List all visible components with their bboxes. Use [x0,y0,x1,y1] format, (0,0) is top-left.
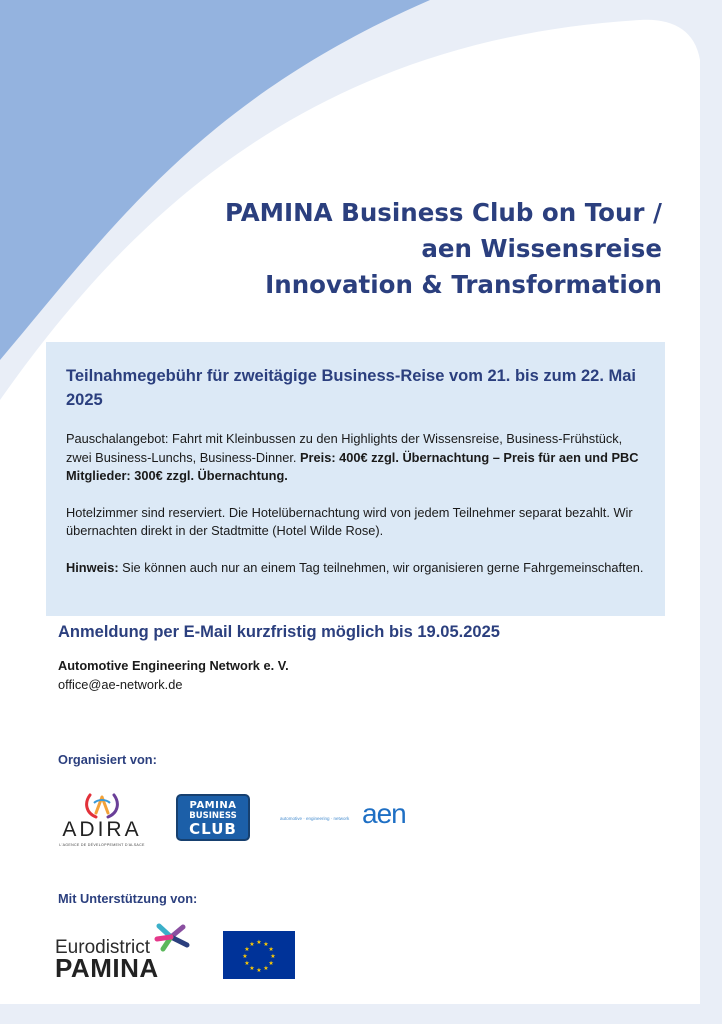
pbc-line-3: CLUB [189,819,237,838]
eu-stars-icon [223,931,295,979]
price-text: Preis: 400€ zzgl. Übernachtung – Preis für aen und PBC Mitglieder: 300€ zzgl. Übernachtung. [66,449,639,483]
hint-paragraph [66,559,645,578]
aen-logo-text: aen [362,798,406,829]
hotel-paragraph: Hotelzimmer sind reserviert. Die Hotelübernachtung wird von jedem Teilnehmer separat bezahlt. Wir übernachten direkt in der Stadtmitte (Hotel Wilde Rose). [66,504,633,538]
hint-label: Hinweis: [66,559,119,575]
fee-heading: Teilnahmegebühr für zweitägige Business-Reise vom 21. bis zum 22. Mai 2025 [66,367,637,409]
contact-organization: Automotive Engineering Network e. V. [58,658,289,673]
svg-text:★: ★ [242,953,248,960]
eurodistrict-line-1: Eurodistrict [55,937,151,958]
title-line-3: Innovation & Transformation [265,270,662,299]
page-title [225,195,662,303]
adira-tagline: L'AGENCE DE DÉVELOPPEMENT D'ALSACE [59,843,145,847]
svg-text:★: ★ [263,940,269,948]
svg-text:★: ★ [268,960,274,967]
svg-text:★: ★ [270,953,276,960]
pamina-business-club-logo [176,794,250,841]
eurodistrict-star-icon [153,923,191,953]
eu-flag-icon [223,931,295,979]
package-paragraph [66,430,645,486]
svg-text:★: ★ [256,939,262,946]
svg-text:★: ★ [249,965,255,973]
adira-name: ADIRA [62,818,142,841]
svg-text:★: ★ [256,967,262,974]
svg-text:★: ★ [244,946,250,953]
package-text: Pauschalangebot: Fahrt mit Kleinbussen zu den Highlights der Wissensreise, Business-Frühstück, zwei Business-Lunchs, Business-Dinner. [66,431,623,465]
adira-logo-icon [82,793,122,819]
registration-heading: Anmeldung per E-Mail kurzfristig möglich bis 19.05.2025 [58,623,500,641]
title-line-1: PAMINA Business Club on Tour / [225,198,662,227]
eurodistrict-line-2: PAMINA [55,953,159,983]
title-line-2: aen Wissensreise [421,234,662,263]
support-label: Mit Unterstützung von: [58,891,198,906]
organizers-label: Organisiert von: [58,752,157,767]
svg-text:★: ★ [268,946,274,953]
svg-text:★: ★ [244,960,250,967]
svg-text:★: ★ [249,940,255,948]
contact-email[interactable]: office@ae-network.de [58,677,183,692]
hint-text: Sie können auch nur an einem Tag teilnehmen, wir organisieren gerne Fahrgemeinschaften. [118,559,644,575]
contact-block [58,656,289,694]
svg-text:★: ★ [263,965,269,973]
aen-tagline: automotive · engineering · network [280,816,350,821]
fee-info-box [46,342,665,616]
pbc-line-1: PAMINA [189,800,237,811]
pbc-line-2: BUSINESS [189,811,237,821]
